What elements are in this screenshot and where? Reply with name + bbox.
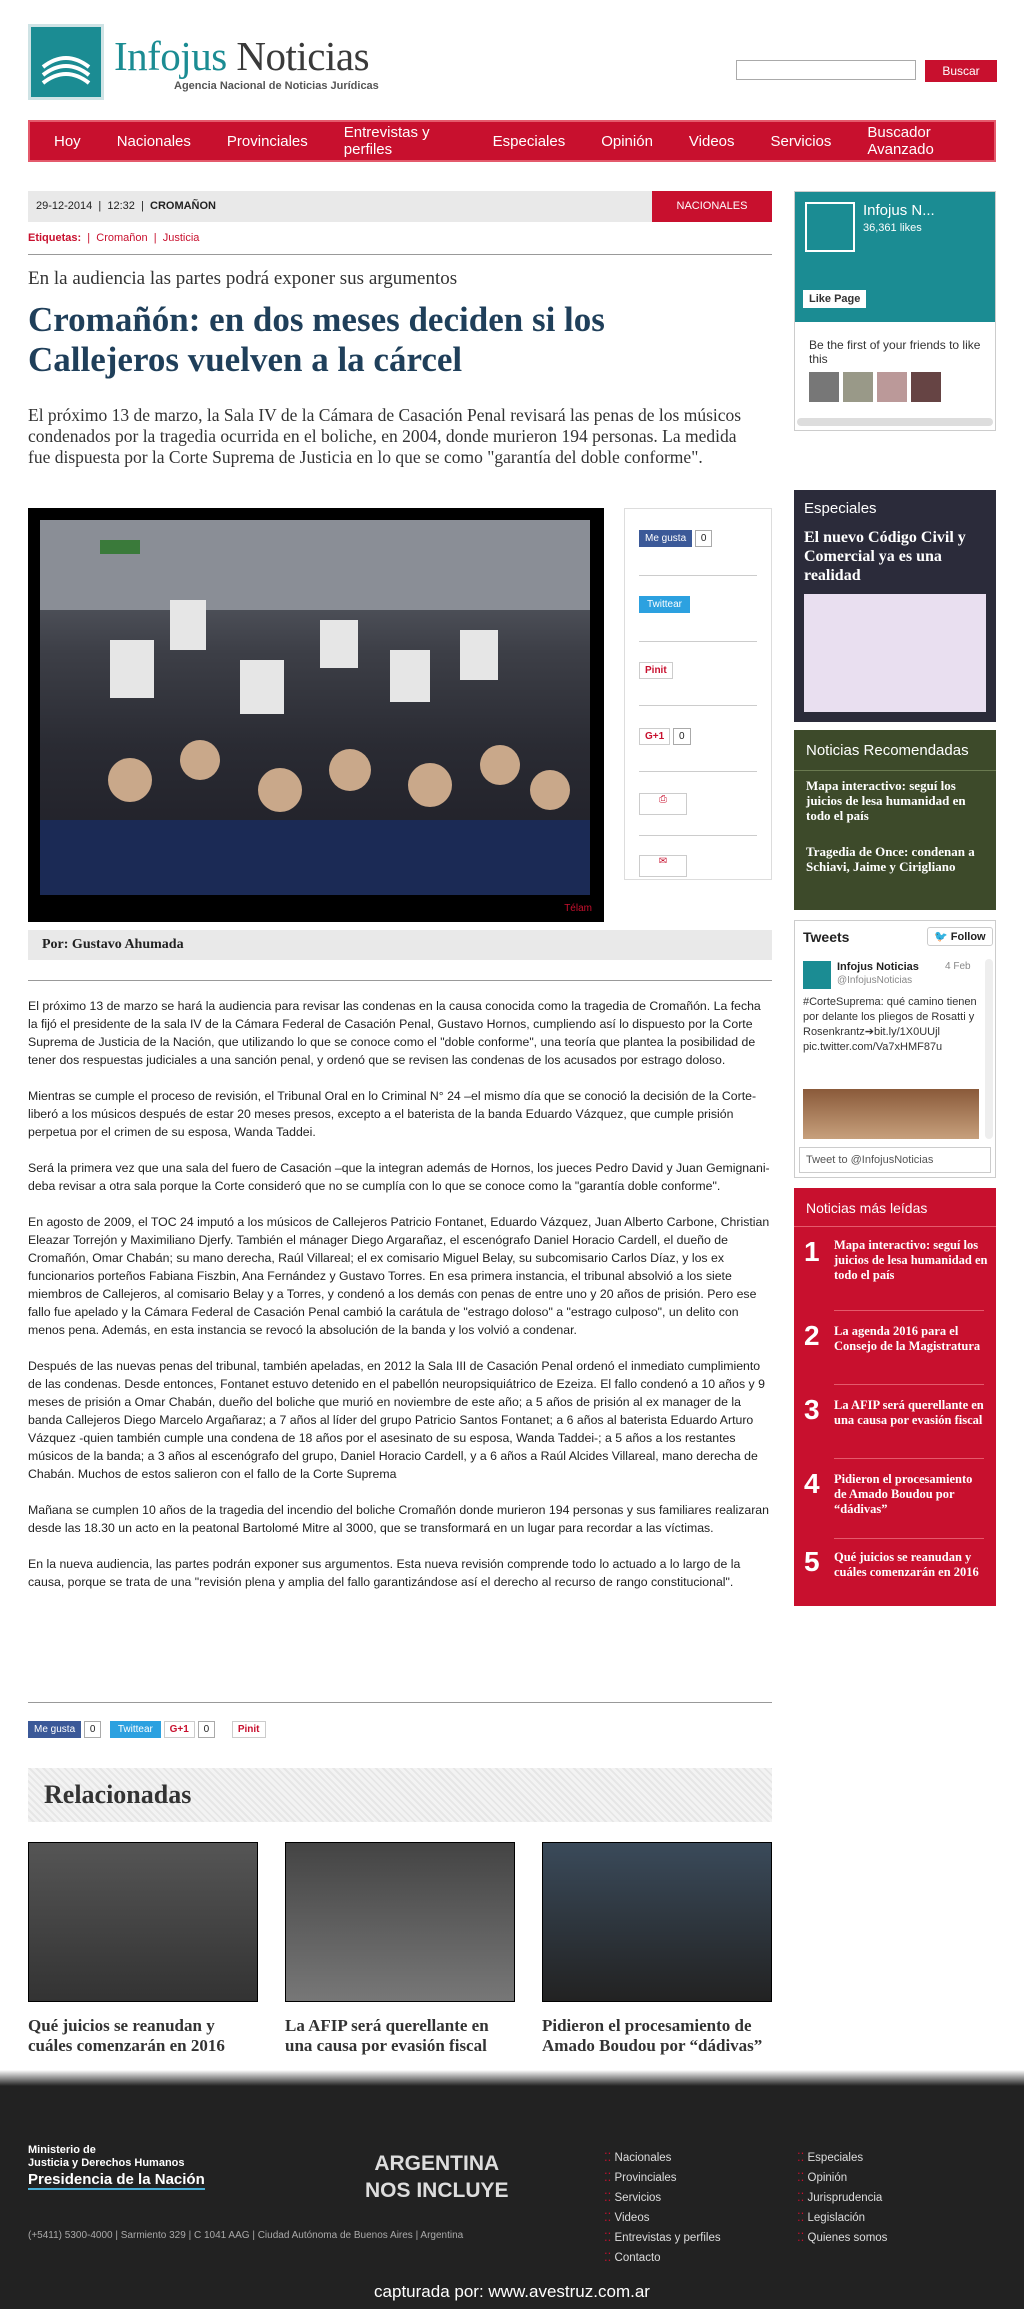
divider: [28, 980, 772, 981]
paragraph: Mientras se cumple el proceso de revisión, el Tribunal Oral en lo Criminal N° 24 –el mismo día que se conoció la decisión de la Corte- liberó a los músicos después de estar 20 meses presos, excepto a el baterista de la banda Eduardo Vázquez, que cumple prisión perpetua por el crimen de su esposa, Wanda Taddei.: [28, 1089, 757, 1139]
nav-item-entrevistas[interactable]: Entrevistas y perfiles: [343, 124, 430, 158]
related-title[interactable]: Qué juicios se reanudan y cuáles comenzarán en 2016: [28, 2016, 225, 2055]
footer-fade: [0, 2070, 1024, 2086]
ministry-line1: Ministerio de: [28, 2144, 96, 2156]
follow-button[interactable]: 🐦 Follow: [927, 927, 993, 946]
presidencia-line: Presidencia de la Nación: [28, 2171, 205, 2188]
gplus-button[interactable]: [639, 731, 691, 742]
footer-link[interactable]: ⁚⁚ Nacionales: [604, 2152, 672, 2164]
pinit-label: Pinit: [639, 662, 673, 679]
rank-number: 2: [804, 1320, 820, 1351]
fb-like-label: Me gusta: [639, 530, 692, 547]
article-time: 12:32: [107, 200, 135, 212]
tag-justicia[interactable]: Justicia: [162, 232, 200, 244]
nav-item-opinion[interactable]: Opinión: [601, 132, 653, 150]
logo-title-b: Noticias: [236, 33, 370, 79]
recomendada-link[interactable]: Mapa interactivo: seguí los juicios de lesa humanidad en todo el país: [806, 778, 966, 823]
fb-scrollbar[interactable]: [797, 418, 993, 426]
twitter-widget: [794, 920, 996, 1178]
mas-leida-link[interactable]: Mapa interactivo: seguí los juicios de lesa humanidad en todo el país: [834, 1238, 988, 1282]
paragraph: En agosto de 2009, el TOC 24 imputó a los músicos de Callejeros Patricio Fontanet, Eduardo Vázquez, Juan Alberto Carbone, Christian Eleazar Torrejón y Maximiliano Djerfy. También el mánager Diego Argarañaz, el escenógrafo Daniel Horacio Cardell, el dueño de Cromañón, Omar Chabán; su mano derecha, Raúl Villareal; el ex comisario Miguel Belay, su subcomisario Carlos Díaz, y los ex funcionarios porteños Fabiana Fiszbin, Ana Fernández y Gustavo Torres. En esa primera instancia, el tribunal absolvió a los siete miembros de Callejeros, al comisario Belay y a Torres, y condenó a los demás con penas de entre uno y 20 años de prisión. Pero ese fallo fue apelado y la Cámara Federal de Casación Penal cambió la carátula de "estrago doloso" a "estrago culposo", un delito con menos pena. Además, en esta instancia se revocó la absolución de la banda y los volvió a condenar.: [28, 1215, 770, 1337]
rank-number: 1: [804, 1236, 820, 1267]
especiales-title[interactable]: El nuevo Código Civil y Comercial ya es una realidad: [804, 529, 966, 584]
arg-line2: NOS INCLUYE: [365, 2179, 509, 2202]
divider: [28, 254, 772, 255]
search-button[interactable]: Buscar: [925, 60, 997, 82]
fb-avatar: [805, 202, 855, 252]
rank-number: 3: [804, 1394, 820, 1425]
pinit-button[interactable]: [639, 665, 673, 676]
article-date: 29-12-2014: [36, 200, 93, 212]
footer-link[interactable]: ⁚⁚ Provinciales: [604, 2172, 677, 2184]
especiales-box[interactable]: [794, 490, 996, 722]
search-input[interactable]: [736, 60, 916, 80]
footer: [0, 2086, 1024, 2309]
nav-item-videos[interactable]: Videos: [688, 132, 735, 150]
tweet-avatar: [803, 961, 831, 989]
divider: [28, 1702, 772, 1703]
tweet-author[interactable]: Infojus Noticias: [837, 961, 919, 973]
footer-link[interactable]: ⁚⁚ Entrevistas y perfiles: [604, 2232, 721, 2244]
print-icon[interactable]: ⎙: [639, 793, 687, 815]
footer-link[interactable]: ⁚⁚ Legislación: [797, 2212, 866, 2224]
paragraph: El próximo 13 de marzo se hará la audiencia para revisar las condenas en la causa conocida como la tragedia de Cromañón. La fecha la fijó el presidente de la sala IV de la Cámara Federal de Casación Penal, Gustavo Hornos, cumpliendo así lo dispuesto por la Corte Suprema de Justicia de la Nación, que utilizando lo que se conoce como el "doble conforme", una teoría que plantea la posibilidad de tener dos respuestas judiciales a una sanción penal, y ordenó que se revisen las condenas de los acusados por estrago doloso.: [28, 999, 761, 1067]
related-item[interactable]: [542, 1842, 772, 2056]
footer-link[interactable]: ⁚⁚ Quienes somos: [797, 2232, 888, 2244]
follow-label: Follow: [950, 931, 986, 943]
footer-link[interactable]: ⁚⁚ Servicios: [604, 2192, 662, 2204]
footer-address: (+5411) 5300-4000 | Sarmiento 329 | C 1041 AAG | Ciudad Autónoma de Buenos Aires | Argentina: [28, 2230, 464, 2241]
nav-item-nacionales[interactable]: Nacionales: [116, 132, 191, 150]
photo-image: [40, 520, 590, 895]
gplus-count: 0: [673, 728, 691, 745]
argentina-logo: [365, 2150, 509, 2204]
main-nav: [28, 120, 996, 162]
especiales-image: [804, 594, 986, 712]
rank-number: 4: [804, 1468, 820, 1499]
tag-cromanon[interactable]: Cromañon: [96, 232, 148, 244]
mas-leidas-label: Noticias más leídas: [806, 1200, 928, 1216]
logo-title: Infojus: [114, 33, 227, 79]
fb-like-page-button[interactable]: Like Page: [803, 290, 866, 308]
tweet-handle: @InfojusNoticias: [837, 975, 913, 986]
fb-count-bottom: 0: [84, 1721, 102, 1738]
arg-line1: ARGENTINA: [374, 2152, 500, 2175]
recomendadas-box: [794, 730, 996, 910]
footer-link[interactable]: ⁚⁚ Jurisprudencia: [797, 2192, 883, 2204]
paragraph: En la nueva audiencia, las partes podrán exponer sus argumentos. Esta nueva revisión comprende todo lo actuado a lo largo de la causa, porque se trata de una "revisión plena y amplia del fallo garantizándose así el derecho al recurso de rango constitucional".: [28, 1557, 741, 1589]
related-image: [542, 1842, 772, 2002]
gplus-button-bottom[interactable]: G+1: [164, 1721, 195, 1738]
tweet-image: [803, 1089, 979, 1139]
tweet-button-bottom[interactable]: Twittear: [110, 1721, 161, 1738]
recomendada-link[interactable]: Tragedia de Once: condenan a Schiavi, Jaime y Cirigliano: [806, 844, 975, 874]
footer-col1: [604, 2148, 721, 2268]
related-title[interactable]: La AFIP será querellante en una causa por evasión fiscal: [285, 2016, 489, 2055]
gplus-label: G+1: [639, 728, 670, 745]
article-body: [28, 997, 772, 1609]
mas-leida-link[interactable]: Qué juicios se reanudan y cuáles comenzarán en 2016: [834, 1550, 979, 1579]
related-title[interactable]: Pidieron el procesamiento de Amado Boudou por “dádivas”: [542, 2016, 763, 2055]
email-icon[interactable]: ✉: [639, 855, 687, 877]
article-author: Por: Gustavo Ahumada: [28, 930, 772, 960]
nav-item-buscador[interactable]: Buscador Avanzado: [867, 124, 934, 158]
tweets-label: Tweets: [803, 929, 850, 945]
fb-like-button[interactable]: [639, 533, 712, 544]
paragraph: Será la primera vez que una sala del fuero de Casación –que la integran además de Hornos, los jueces Pedro David y Juan Gemignani- deba revisar a otra sala porque la Corte consideró que no se cumplía con lo que se conoce como la "garantía doble conforme".: [28, 1161, 770, 1193]
logo-subtitle: Agencia Nacional de Noticias Jurídicas: [174, 80, 379, 92]
fb-cover: [795, 192, 995, 322]
footer-link[interactable]: ⁚⁚ Opinión: [797, 2172, 848, 2184]
fb-like-count: 0: [695, 530, 713, 547]
footer-col2: [797, 2148, 887, 2248]
ministry-logo[interactable]: [28, 2144, 205, 2190]
footer-link[interactable]: ⁚⁚ Especiales: [797, 2152, 864, 2164]
tweet-scrollbar[interactable]: [985, 959, 993, 1139]
photo-credit: Télam: [564, 903, 592, 914]
mas-leidas-box: [794, 1188, 996, 1606]
tweet-reply-input[interactable]: Tweet to @InfojusNoticias: [799, 1147, 991, 1173]
article-title: Cromañón: en dos meses deciden si los Callejeros vuelven a la cárcel: [28, 300, 605, 379]
mas-leida-link[interactable]: La AFIP será querellante en una causa por evasión fiscal: [834, 1398, 984, 1427]
related-image: [285, 1842, 515, 2002]
nav-item-especiales[interactable]: Especiales: [492, 132, 566, 150]
nav-item-hoy[interactable]: Hoy: [54, 132, 81, 150]
fb-like-button-bottom[interactable]: Me gusta: [28, 1721, 81, 1738]
pinit-button-bottom[interactable]: Pinit: [232, 1721, 266, 1738]
ministry-line2: Justicia y Derechos Humanos: [28, 2157, 185, 2169]
recomendadas-label: Noticias Recomendadas: [806, 742, 969, 759]
article-lead: El próximo 13 de marzo, la Sala IV de la Cámara de Casación Penal revisará las penas de los músicos condenados por la tragedia ocurrida en el boliche, en 2004, donde murieron 194 personas. La medida fue dispuesta por la Corte Suprema de Justicia en lo que se como "garantía del doble conforme".: [28, 405, 742, 467]
especiales-label: Especiales: [804, 500, 877, 517]
fb-page-name[interactable]: Infojus N...: [863, 202, 935, 219]
related-item[interactable]: [28, 1842, 258, 2056]
article-kicker: En la audiencia las partes podrá exponer sus argumentos: [28, 268, 458, 289]
section-badge[interactable]: NACIONALES: [652, 191, 772, 222]
article-photo: [28, 508, 604, 922]
gplus-count-bottom: 0: [198, 1721, 216, 1738]
footer-link[interactable]: ⁚⁚ Videos: [604, 2212, 650, 2224]
fb-friends: [809, 372, 949, 402]
book-logo-icon: [28, 24, 104, 100]
rank-number: 5: [804, 1546, 820, 1577]
facebook-widget: [794, 191, 996, 431]
paragraph: Mañana se cumplen 10 años de la tragedia del incendio del boliche Cromañón donde murieron 194 personas y sus familiares realizaran desde las 18.30 un acto en la peatonal Bartolomé Mitre al 3000, que se transformará en un lugar para recordar a las víctimas.: [28, 1503, 769, 1535]
mas-leida-link[interactable]: La agenda 2016 para el Consejo de la Magistratura: [834, 1324, 981, 1353]
tags: Etiquetas: | Cromañon | Justicia: [28, 232, 200, 244]
related-image: [28, 1842, 258, 2002]
nav-item-servicios[interactable]: Servicios: [770, 132, 832, 150]
paragraph: Después de las nuevas penas del tribunal, también apeladas, en 2012 la Sala III de Casación Penal ordenó el inmediato cumplimiento de las condenas. Desde entonces, Fontanet estuvo detenido en el pabellón neuropsiquiátrico de Ezeiza. El fallo condenó a 10 años y 9 meses de prisión a Omar Chabán, dueño del boliche que murió en noviembre de este año; a 5 años de prisión al ex manager de la banda Callejeros Diego Marcelo Argañaraz; a 7 años al líder del grupo Patricio Santos Fontanet; a 6 años al baterista Eduardo Arturo Vázquez -quien también cumple una condena de 18 años por el asesinato de su esposa, Wanda Taddei-; a 5 años a los restantes músicos de la banda; a 3 años al escenógrafo del grupo, Daniel Horacio Cardell, y a 6 años a Raúl Alcides Villareal, mano derecha de Chabán. Muchos de estos salieron con el fallo de la Corte Suprema: [28, 1359, 765, 1481]
related-heading: Relacionadas: [28, 1768, 772, 1822]
capture-watermark: capturada por: www.avestruz.com.ar: [374, 2282, 650, 2301]
share-bar-bottom: [28, 1724, 772, 1744]
article-meta: 29-12-2014 | 12:32 | CROMAÑON: [28, 191, 652, 222]
footer-link[interactable]: ⁚⁚ Contacto: [604, 2252, 661, 2264]
share-panel: [624, 508, 772, 880]
tweet-button[interactable]: [639, 599, 690, 610]
tweet-text: #CorteSuprema: qué camino tienen por delante los pliegos de Rosatti y Rosenkrantz➔bit.ly/1X0UUjl pic.twitter.com/Va7xHMF87u: [803, 996, 977, 1053]
fb-first: Be the first of your friends to like this: [809, 338, 981, 366]
fb-likes: 36,361 likes: [863, 222, 922, 234]
tweet-date: 4 Feb: [945, 961, 971, 972]
article-place: CROMAÑON: [150, 200, 216, 212]
tweet-label: Twittear: [639, 596, 690, 613]
mas-leida-link[interactable]: Pidieron el procesamiento de Amado Boudou por “dádivas”: [834, 1472, 973, 1516]
related-item[interactable]: [285, 1842, 515, 2056]
site-logo[interactable]: [28, 24, 408, 100]
nav-item-provinciales[interactable]: Provinciales: [226, 132, 308, 150]
tags-label: Etiquetas:: [28, 232, 82, 244]
